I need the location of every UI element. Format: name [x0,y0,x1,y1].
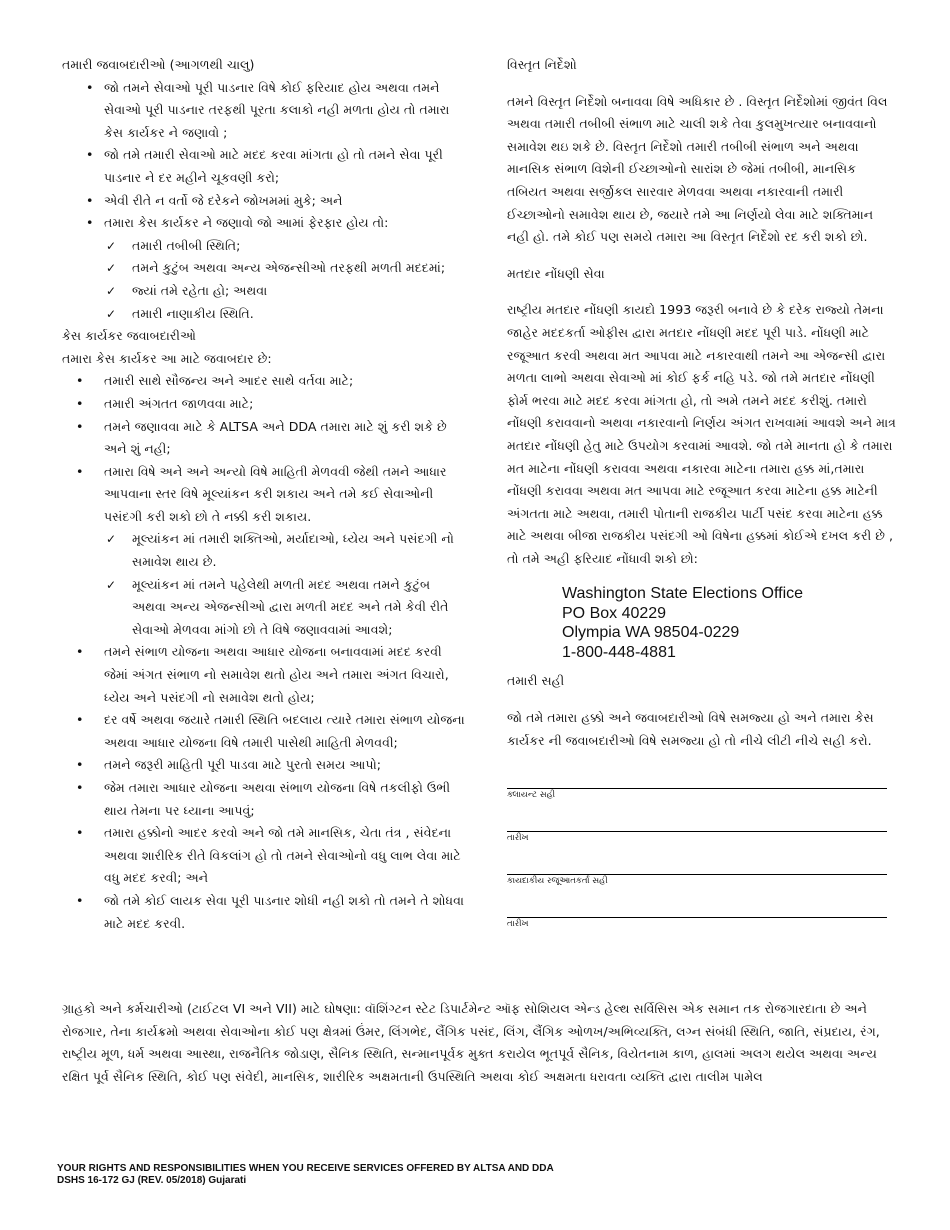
representative-signature-line[interactable] [507,862,887,875]
advance-directives-paragraph: તમને વિસ્તૃત નિર્દેશો બનાવવા વિષે અધિકાર છે . વિસ્તૃત નિર્દેશોમાં જીવંત વિલ અથવા તમારી તબીબી સંભાળ માટે ચાલી શકે તેવા કુલમુખત્યાર બનાવવાનો સમાવેશ થઇ શકે છે. વિસ્તૃત નિર્દેશો તમારી તબીબી સંભાળ અને અથવા માનસિક સંભાળ વિશેની ઈચ્છાઓનો સારાંશ છે જેમાં તબીબી, માનસિક તબિયત અથવા સર્જીકલ સારવાર મેળવવા અથવા નકારવાની તમારી ઈચ્છાઓનો સમાવેશ થાય છે, જયારે તમે આ નિર્ણયો લેવા માટે શક્તિમાન નહી હો. તમે કોઈ પણ સમયે તમારા આ વિસ્તૃત નિર્દેશો રદ કરી શકો છો. [507,93,888,245]
address-line: PO Box 40229 [562,604,667,622]
voter-registration-paragraph: રાષ્ટ્રીય મતદાર નોંધણી કાયદો 1993 જરૂરી બનાવે છે કે દરેક રાજ્યો તેમના જાહેર મદદકર્તા ઓફીસ દ્વારા મતદાર નોંધણી મદદ પૂરી પાડે. નોંધણી માટે રજૂઆત કરવી અથવા મત આપવા માટે નકારવાથી તમને આ એજન્સી દ્વારા મળતા લાભો અથવા સેવાઓ માં કોઈ ફર્ક નહિ પડે. જો તમે મતદાર નોંધણી ફોર્મ ભરવા માટે મદદ કરવા માંગતા હો, તો અમે તમને મદદ કરીશું. તમારો નોંધણી કરાવવાનો અથવા નકારવાનો નિર્ણય અંગત રાખવામાં આવશે અને માત્ર મતદાર નોંધણી હેતુ માટે ઉપયોગ કરવામાં આવશે. જો તમે માનતા હો કે તમારા મત માટેના નોંધણી કરાવવા અથવા નકારવા માટેના તમારા હક્ક માં,તમારા નોંધણી કરાવવા અથવા મત આપવા માટે રજૂઆત કરવા માટેના હક્ક માટેની અંગતતા માટે અથવા, તમારી પોતાની રાજકીય પાર્ટી પસંદ કરવા માટેના હક્ક માટે અથવા બીજા રાજકીય પસંદગી ઓ વિષેના હક્કમાં કોઈએ દખલ કરી છે , તો તમે અહી ફરિયાદ નોંધાવી શકો છો: [507,302,896,566]
right-column [507,54,899,948]
heading-case-worker-responsibilities: કેસ કાર્યકર જવાબદારીઓ [62,328,197,344]
list-item: • તમારા હક્કોનો આદર કરવો અને જો તમે માનસિક, ચેતા તંત્ર , સંવેદના અથવા શારીરિક રીતે વિકલાંગ હો તો તમને સેવાઓનો વધુ લાભ લેવા માટે વધુ મદદ કરવી; અને [62,822,467,890]
phone-number: 1-800-448-4881 [562,643,676,661]
left-column [62,54,467,935]
list-item: • દર વર્ષે અથવા જયારે તમારી સ્થિતિ બદલાય ત્યારે તમારા સંભાળ યોજના અથવા આધાર યોજના વિષે તમારી પાસેથી માહિતી મેળવવી; [62,709,467,754]
signature-instructions: જો તમે તમારા હક્કો અને જવાબદારીઓ વિષે સમજ્યા હો અને તમારા કેસ કાર્યકર ની જવાબદારીઓ વિષે સમજ્યા હો તો નીચે લીટી નીચે સહી કરો. [507,710,874,748]
list-item: • જો તમે કોઈ લાયક સેવા પૂરી પાડનાર શોધી નહી શકો તો તમને તે શોધવા માટે મદદ કરવી. [62,890,467,935]
list-item: • એવી રીતે ન વર્તો જે દરેકને જોખમમાં મુકે; અને [62,190,467,213]
check-item: ✓ તમારી તબીબી સ્થિતિ; [62,235,467,258]
heading-your-responsibilities: તમારી જવાબદારીઓ (આગળથી ચાલુ) [62,57,255,72]
client-date-label: તારીખ [507,833,529,844]
form-number: DSHS 16-172 GJ (REV. 05/2018) Gujarati [57,1175,247,1186]
list-item: • જો તમને સેવાઓ પૂરી પાડનાર વિષે કોઈ ફરિયાદ હોય અથવા તમને સેવાઓ પૂરી પાડનાર તરફથી પૂરતા કલાકો નહી મળતા હોય તો તમારા કેસ કાર્યકર ને જણાવો ; [62,77,467,145]
assessment-checklist [62,528,467,641]
client-date-line[interactable] [507,819,887,832]
address-line: Olympia WA 98504-0229 [562,624,740,642]
list-item: • જો તમે તમારી સેવાઓ માટે મદદ કરવા માંગતા હો તો તમને સેવા પૂરી પાડનાર ને દર મહીને ચૂકવણી કરો; [62,144,467,189]
nondiscrimination-notice: ગ્રાહકો અને કર્મચારીઓ (ટાઈટલ VI અને VII) માટે ઘોષણા: વૉશિંગ્ટન સ્ટેટ ડિપાર્ટમેન્ટ ઑફ સોશિયલ એન્ડ હેલ્થ સર્વિસિસ એક સમાન તક રોજગારદાતા છે અને રોજગાર, તેના કાર્યક્રમો અથવા સેવાઓના કોઈ પણ ક્ષેત્રમાં ઉંમર, લિંગભેદ, લૈંગિક પસંદ, લિંગ, લૈંગિક ઓળખ/અભિવ્યક્તિ, લગ્ન સંબંધી સ્થિતિ, જાતિ, સંપ્રદાય, રંગ, રાષ્ટ્રીય મૂળ, ધર્મ અથવા આસ્થા, રાજનૈતિક જોડાણ, સૈનિક સ્થિતિ, સન્માનપૂર્વક મુક્ત કરાયેલ ભૂતપૂર્વ સૈનિક, વિયેતનામ કાળ, હાલમાં અલગ થયેલ અથવા અન્ય રક્ષિત પૂર્વ સૈનિક સ્થિતિ, કોઈ પણ સંવેદી, માનસિક, શારીરિક અક્ષમતાની ઉપસ્થિતિ અથવા કોઈ અક્ષમતા ધરાવતા વ્યક્તિ દ્વારા તાલીમ પામેલ [62,1001,880,1084]
case-worker-list-continued [62,641,467,935]
list-item: • તમને જણાવવા માટે કે ALTSA અને DDA તમારા માટે શું કરી શકે છે અને શું નહી; [62,416,467,461]
list-item: • તમને જરૂરી માહિતી પૂરી પાડવા માટે પુરતો સમય આપો; [62,754,467,777]
list-item: • જેમ તમારા આધાર યોજના અથવા સંભાળ યોજના વિષે તકલીફો ઉભી થાય તેમના પર ધ્યાના આપવું; [62,777,467,822]
representative-date-line[interactable] [507,905,887,918]
case-worker-list [62,370,467,528]
address-line: Washington State Elections Office [562,585,804,603]
heading-voter-registration: મતદાર નોંધણી સેવા [507,265,605,281]
list-item: • તમારી સાથે સૌજન્ય અને આદર સાથે વર્તવા માટે; [62,370,467,393]
list-item: • તમને સંભાળ યોજના અથવા આધાર યોજના બનાવવામાં મદદ કરવી જેમાં અંગત સંભાળ નો સમાવેશ થતો હોય અને તમારા અંગત વિચારો, ધ્યેય અને પસંદગી નો સમાવેશ થતો હોય; [62,641,467,709]
heading-your-signature: તમારી સહી [507,673,565,689]
responsibilities-list [62,77,467,235]
list-item: • તમારા વિષે અને અને અન્યો વિષે માહિતી મેળવવી જેથી તમને આધાર આપવાના સ્તર વિષે મૂલ્યાંકન કરી શકાય અને તમે કઈ સેવાઓની પસંદગી કરી શકો છો તે નક્કી કરી શકાય. [62,461,467,529]
change-checklist [62,235,467,325]
check-item: ✓ મૂલ્યાંકન માં તમને પહેલેથી મળતી મદદ અથવા તમને કુટુંબ અથવા અન્ય એજન્સીઓ દ્વારા મળતી મદદ અને તમે કેવી રીતે સેવાઓ મેળવવા માંગો છો તે વિષે જણાવવામાં આવશે; [62,574,467,642]
signature-block [507,776,899,930]
check-item: ✓ તમને કુટુંબ અથવા અન્ય એજન્સીઓ તરફથી મળતી મદદમાં; [62,257,467,280]
heading-advance-directives: વિસ્તૃત નિર્દેશો [507,57,577,72]
check-item: ✓ તમારી નાણાકીય સ્થિતિ. [62,303,467,326]
check-item: ✓ જ્યાં તમે રહેતા હો; અથવા [62,280,467,303]
list-item: • તમારી અંગતત જાળવવા માટે; [62,393,467,416]
check-item: ✓ મૂલ્યાંકન માં તમારી શક્તિઓ, મર્યાદાઓ, ધ્યેય અને પસંદગી નો સમાવેશ થાય છે. [62,528,467,573]
case-worker-intro: તમારા કેસ કાર્યકર આ માટે જવાબદાર છે: [62,350,272,366]
form-footer [57,1163,554,1187]
representative-signature-label: કાયદાકીય રજૂઆતકર્તા સહી [507,876,608,887]
elections-office-address [562,584,899,662]
client-signature-line[interactable] [507,776,887,789]
form-title: YOUR RIGHTS AND RESPONSIBILITIES WHEN YOU RECEIVE SERVICES OFFERED BY ALTSA AND DDA [57,1163,554,1174]
client-signature-label: ક્લાયન્ટ સહી [507,790,556,801]
representative-date-label: તારીખ [507,919,529,930]
list-item: • તમારા કેસ કાર્યકર ને જણાવો જો આમાં ફેરફાર હોય તો: [62,212,467,235]
